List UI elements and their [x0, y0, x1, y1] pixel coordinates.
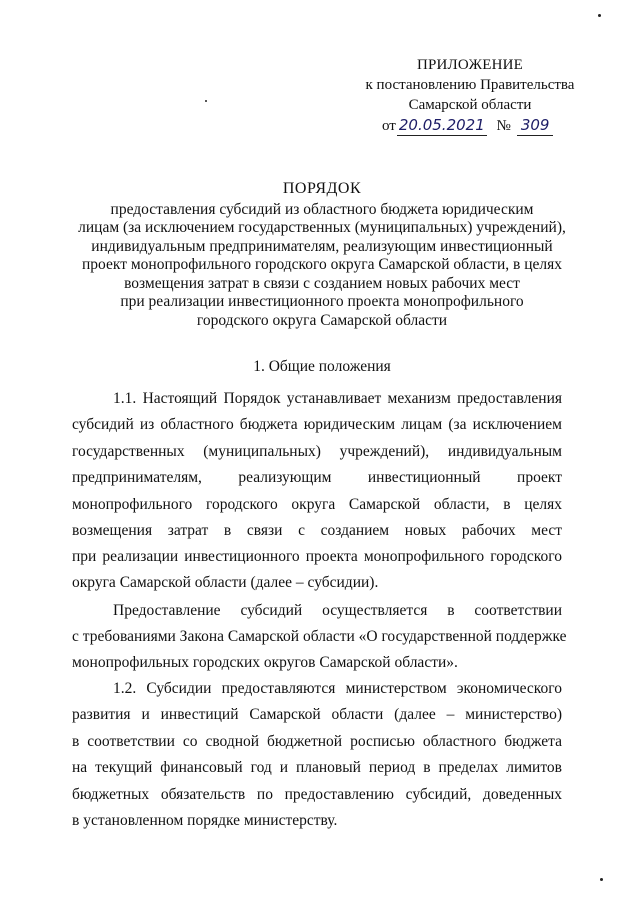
paragraph-line: при реализации инвестиционного проекта монопрофильного городского — [72, 548, 562, 565]
appendix-line-1: к постановлению Правительства — [365, 77, 575, 93]
title-line: лицам (за исключением государственных (муниципальных) учреждений), — [78, 219, 566, 236]
paragraph-line: 1.1. Настоящий Порядок устанавливает механизм предоставления — [113, 390, 562, 407]
title-line: предоставления субсидий из областного бюджета юридическим — [110, 200, 534, 218]
paragraph-line: 1.2. Субсидии предоставляются министерством экономического — [113, 680, 562, 697]
title-line: возмещения затрат в связи с созданием новых рабочих мест — [124, 274, 520, 292]
paragraph-line: в соответствии со сводной бюджетной росписью областного бюджета — [72, 733, 562, 750]
paragraph-line: Предоставление субсидий осуществляется в соответствии — [113, 602, 562, 619]
section-heading: 1. Общие положения — [253, 358, 391, 375]
paragraph-line: предпринимателям, реализующим инвестиционный проект — [72, 469, 562, 486]
appendix-title: ПРИЛОЖЕНИЕ — [416, 57, 524, 73]
appendix-date-line — [355, 115, 585, 136]
paragraph-line: развития и инвестиций Самарской области (далее – министерство) — [72, 706, 562, 723]
appendix-block — [355, 55, 585, 136]
paragraph-line: округа Самарской области (далее – субсидии). — [72, 574, 379, 591]
title-line: индивидуальным предпринимателям, реализующим инвестиционный — [91, 237, 553, 255]
scan-mark — [600, 878, 603, 881]
paragraph-line: бюджетных обязательств по предоставлению субсидий, доведенных — [72, 786, 562, 803]
handwritten-date: 20.05.2021 — [398, 116, 485, 134]
scan-mark — [598, 14, 601, 17]
paragraph-line: монопрофильного городского округа Самарской области, в целях — [72, 496, 562, 513]
handwritten-number: 309 — [517, 115, 554, 136]
title-line: проект монопрофильного городского округа Самарской области, в целях — [82, 256, 562, 273]
document-heading: ПОРЯДОК — [282, 180, 362, 197]
paragraph-line: на текущий финансовый год и плановый период в пределах лимитов — [72, 759, 562, 776]
paragraph-line: в установленном порядке министерству. — [72, 812, 338, 829]
appendix-line-2: Самарской области — [408, 97, 532, 113]
document-title — [72, 180, 572, 330]
paragraph-line: государственных (муниципальных) учреждений), индивидуальным — [72, 443, 562, 460]
title-line: городского округа Самарской области — [196, 311, 448, 329]
date-prefix: от — [382, 118, 396, 134]
paragraph-line: с требованиями Закона Самарской области «О государственной поддержке — [72, 628, 567, 645]
paragraph-line: возмещения затрат в связи с созданием новых рабочих мест — [72, 522, 562, 539]
paragraph-line: субсидий из областного бюджета юридическим лицам (за исключением — [72, 416, 562, 433]
title-line: при реализации инвестиционного проекта монопрофильного — [120, 293, 524, 310]
paragraph-line: монопрофильных городских округов Самарской области». — [72, 654, 458, 671]
number-label: № — [496, 118, 511, 134]
scan-mark — [205, 100, 207, 102]
